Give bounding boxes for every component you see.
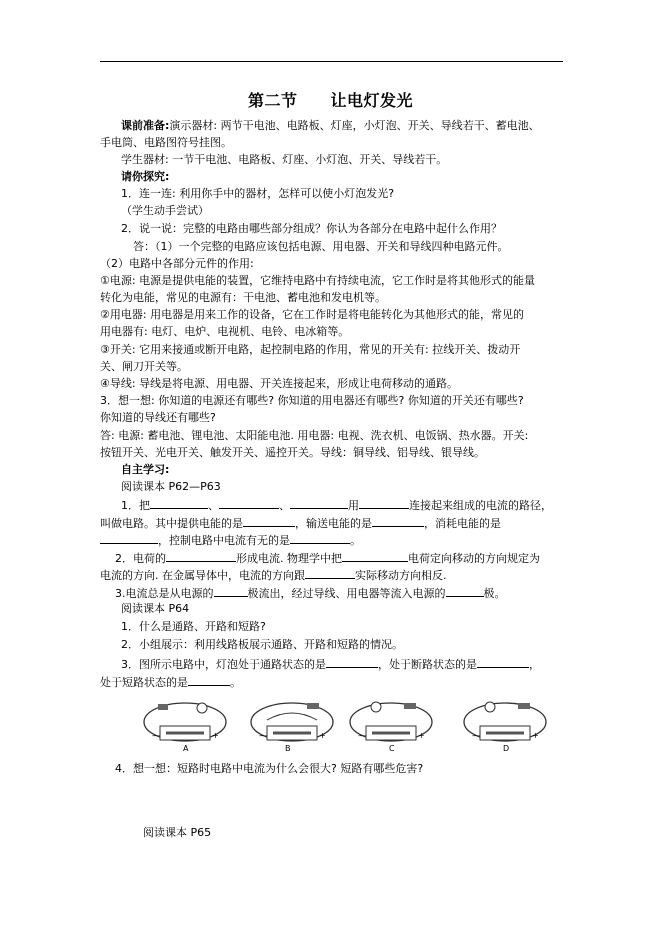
text-line: ①电源: 电源是提供电能的装置，它维持电路中有持续电流，它工作时是将其他形式的能量 <box>100 274 536 287</box>
reading-ref: 阅读课本 P62—P63 <box>121 480 221 493</box>
blank-field[interactable] <box>359 497 409 509</box>
blank-field[interactable] <box>305 567 355 579</box>
fill-line: 3.电流总是从电源的 极流出，经过导线、用电器等流入电源的 极。 <box>115 587 506 600</box>
text-line: 转化为电能，常见的电源有：干电池、蓄电池和发电机等。 <box>100 291 386 304</box>
text-line: （2）电路中各部分元件的作用: <box>100 257 254 270</box>
text-line: （学生动手尝试） <box>121 204 209 217</box>
svg-text:+: + <box>532 731 539 740</box>
page-title: 第二节 让电灯发光 <box>247 91 413 110</box>
text-line: ④导线: 导线是将电源、用电器、开关连接起来，形成让电荷移动的通路。 <box>100 377 459 390</box>
question-line: 2．小组展示：利用线路板展示通路、开路和短路的情况。 <box>121 638 403 651</box>
answer-line: 答：（1）一个完整的电路应该包括电源、用电器、开关和导线四种电路元件。 <box>133 240 509 253</box>
fill-line: 1．把 、 、 用 连接起来组成的电流的路径， <box>121 499 552 512</box>
prep-line <box>121 119 540 133</box>
answer-line: 答: 电源: 蓄电池、锂电池、太阳能电池. 用电器: 电视、洗衣机、电饭锅、热水器。开关: <box>100 429 529 442</box>
circuit-diagram-b <box>247 698 337 753</box>
question-4: 4．想一想：短路时电路中电流为什么会很大? 短路有哪些危害? <box>115 762 424 775</box>
text-line: ③开关: 它用来接通或断开电路，起控制电路的作用，常见的开关有: 拉线开关、拨动开 <box>100 343 521 356</box>
svg-text:+: + <box>418 731 425 740</box>
prep-heading: 课前准备: <box>121 119 170 132</box>
text-line: 关、闸刀开关等。 <box>100 360 188 373</box>
reading-ref: 阅读课本 P65 <box>143 826 212 839</box>
text-line: 你知道的导线还有哪些? <box>100 411 216 424</box>
demo-equipment: 演示器材: 两节干电池、电路板、灯座，小灯泡、开关、导线若干、蓄电池、 <box>169 119 540 132</box>
blank-field[interactable] <box>150 497 208 509</box>
circuit-diagram-d <box>460 698 550 753</box>
question-2: 2．说一说：完整的电路由哪些部分组成？你认为各部分在电路中起什么作用？ <box>121 222 502 235</box>
question-3: 3．想一想: 你知道的电源还有哪些? 你知道的用电器还有哪些? 你知道的开关还有哪些? <box>100 394 524 407</box>
blank-field[interactable] <box>166 550 236 562</box>
svg-text:+: + <box>319 731 326 740</box>
fill-line: 叫做电路。其中提供电能的是 ，输送电能的是 ，消耗电能的是 <box>100 517 501 530</box>
fill-line: 2．电荷的 形成电流. 物理学中把 电荷定向移动的方向规定为 <box>115 552 540 565</box>
blank-field[interactable] <box>446 585 484 597</box>
diagram-label: D <box>503 744 510 753</box>
student-equipment: 学生器材: 一节干电池、电路板、灯座、小灯泡、开关、导线若干。 <box>121 153 448 166</box>
text-line: ②用电器: 用电器是用来工作的设备，它在工作时是将电能转化为其他形式的能，常见的 <box>100 308 525 321</box>
section-heading-self-study: 自主学习: <box>121 463 170 476</box>
fill-line: 3．图所示电路中，灯泡处于通路状态的是 ，处于断路状态的是 ， <box>121 658 540 671</box>
blank-field[interactable] <box>290 497 348 509</box>
fill-line: 电流的方向. 在金属导体中，电流的方向跟 实际移动方向相反. <box>100 569 447 582</box>
section-heading-explore: 请你探究: <box>121 170 170 183</box>
fill-line: ，控制电路中电流有无的是 。 <box>100 532 361 548</box>
reading-ref: 阅读课本 P64 <box>121 602 190 615</box>
svg-text:—: — <box>259 731 267 740</box>
text-line: 手电筒、电路图符号挂图。 <box>100 136 232 149</box>
svg-text:—: — <box>152 731 160 740</box>
question-1: 1．连一连: 利用你手中的器材，怎样可以使小灯泡发光? <box>121 187 395 200</box>
fill-line: 处于短路状态的是 。 <box>100 676 241 689</box>
text-line: 用电器有: 电灯、电炉、电视机、电铃、电冰箱等。 <box>100 325 350 338</box>
diagram-label: A <box>183 744 189 753</box>
circuit-diagram-a <box>140 698 230 753</box>
blank-field[interactable] <box>219 497 279 509</box>
answer-line: 按钮开关、光电开关、触发开关、遥控开关。导线：铜导线、铝导线、银导线。 <box>100 446 485 459</box>
question-line: 1．什么是通路、开路和短路? <box>121 620 266 633</box>
svg-text:—: — <box>358 731 366 740</box>
blank-field[interactable] <box>214 585 248 597</box>
blank-field[interactable] <box>477 656 529 668</box>
blank-field[interactable] <box>243 515 295 527</box>
svg-text:—: — <box>472 731 480 740</box>
blank-field[interactable] <box>188 674 230 686</box>
circuit-diagram-c <box>346 698 436 753</box>
blank-field[interactable] <box>326 656 378 668</box>
blank-field[interactable] <box>372 515 424 527</box>
svg-text:+: + <box>212 731 219 740</box>
header-rule <box>100 61 563 62</box>
blank-field[interactable] <box>342 550 408 562</box>
diagram-label: B <box>285 744 291 753</box>
diagram-label: C <box>389 744 395 753</box>
blank-field[interactable] <box>100 532 158 544</box>
blank-field[interactable] <box>290 532 350 544</box>
